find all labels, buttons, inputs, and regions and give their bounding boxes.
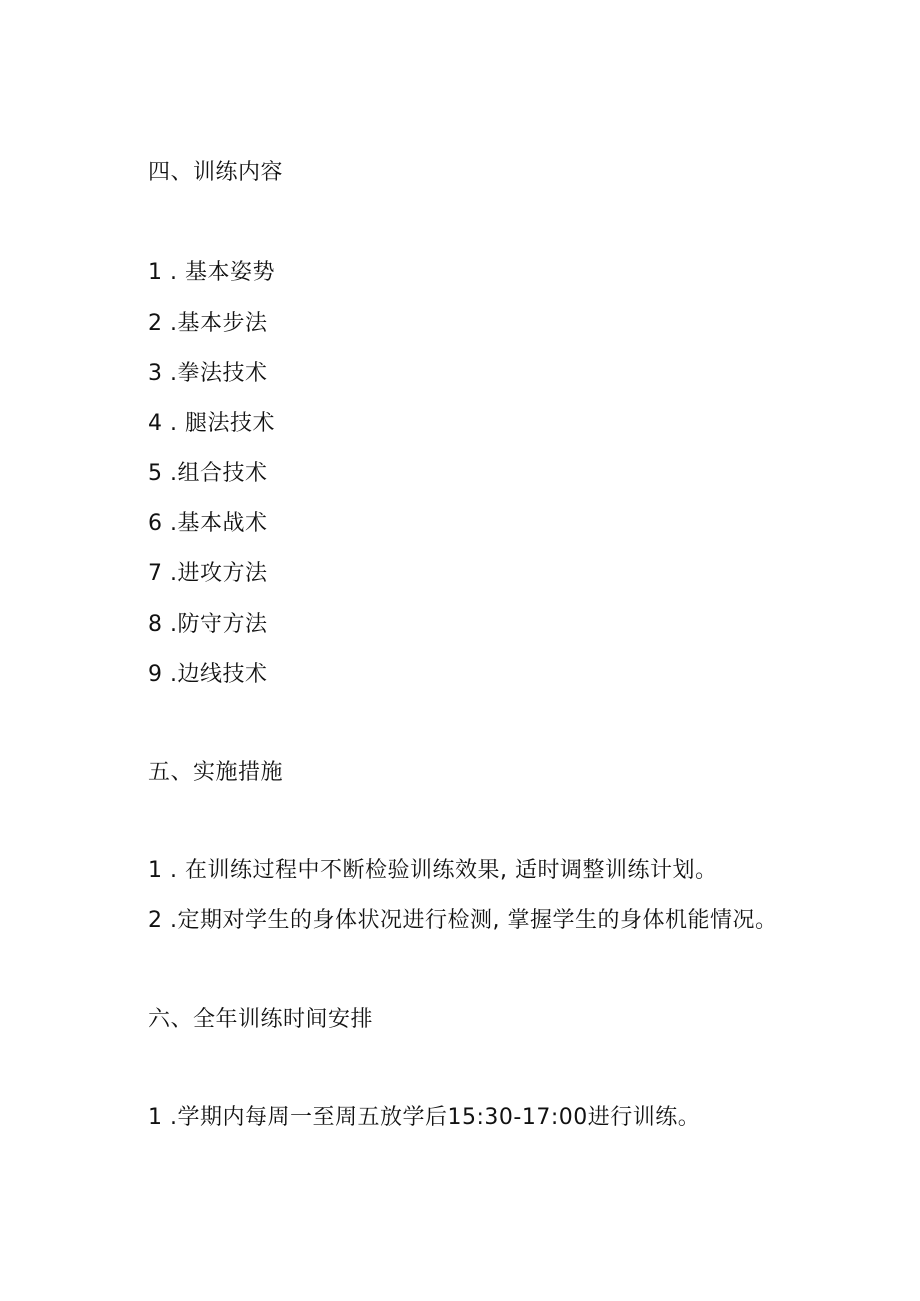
section-heading-measures: 五、实施措施 xyxy=(148,760,284,785)
list-item: 2 .基本步法 xyxy=(148,311,268,336)
list-item: 8 .防守方法 xyxy=(148,612,268,637)
list-item: 1 .学期内每周一至周五放学后15:30-17:00进行训练。 xyxy=(148,1105,701,1130)
section-heading-schedule: 六、全年训练时间安排 xyxy=(148,1007,374,1032)
list-item: 1 . 基本姿势 xyxy=(148,260,275,285)
list-item: 1 . 在训练过程中不断检验训练效果, 适时调整训练计划。 xyxy=(148,858,718,883)
section-heading-training-content: 四、训练内容 xyxy=(148,160,284,185)
list-item: 6 .基本战术 xyxy=(148,511,268,536)
list-item: 5 .组合技术 xyxy=(148,461,268,486)
list-item: 7 .进攻方法 xyxy=(148,561,268,586)
list-item: 9 .边线技术 xyxy=(148,662,268,687)
list-item: 2 .定期对学生的身体状况进行检测, 掌握学生的身体机能情况。 xyxy=(148,908,778,933)
list-item: 3 .拳法技术 xyxy=(148,361,268,386)
list-item: 4 . 腿法技术 xyxy=(148,411,275,436)
